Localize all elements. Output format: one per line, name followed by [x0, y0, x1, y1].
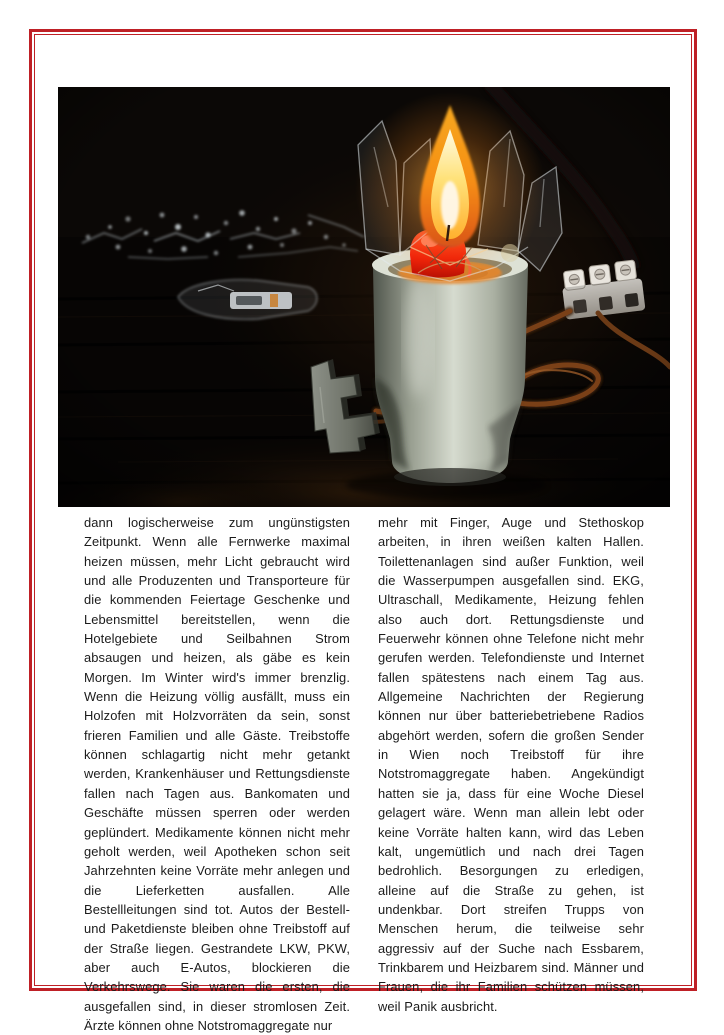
candle-photo-graphic: [58, 87, 670, 507]
article-column-right: mehr mit Finger, Auge und Stethoskop arbeiten, in ihren weißen kalten Hallen. Toilettenanlagen sind außer Funktion, weil die Wasserpumpen ausgefallen sind. EKG, Ultraschall, Medikamente, Heizung fehlen also auch dort. Rettungsdienste und Feuerwehr können ohne Telefone nicht mehr gerufen werden. Telefondienste und Internet fallen spätestens nach einem Tag aus. Allgemeine Nachrichten der Regierung können nur über batteriebetriebene Radios abgehört werden, sofern die großen Sender in Wien noch Treibstoff für ihre Notstromaggregate haben. Angekündigt hatten sie ja, dass für eine Woche Diesel gelagert wäre. Wenn man allein lebt oder keine Vorräte halten kann, wird das Leben kalt, ungemütlich und nach drei Tagen bedrohlich. Besorgungen zu erledigen, alleine auf die Straße zu gehen, ist undenkbar. Dort streifen Trupps von Menschen herum, die teilweise sehr aggressiv auf der Suche nach Essbarem, Trinkbarem und Heizbarem sind. Männer und Frauen, die ihr Familien schützen müssen, weil Panik ausbricht.: [378, 515, 644, 1014]
candle-photo: [58, 87, 670, 507]
photo-vignette: [58, 87, 670, 507]
article-column-left: dann logischerweise zum ungünstigsten Zeitpunkt. Wenn alle Fernwerke maximal heizen müssen, mehr Licht gebraucht wird und alle Produzenten und Transporteure für die kommenden Feiertage Geschenke und Lebensmittel bereitstellen, wenn die Hotelgebiete und Seilbahnen Strom absaugen und heizen, als gäbe es kein Morgen. Im Winter wird's immer brenzlig. Wenn die Heizung völlig ausfällt, muss ein Holzofen mit Holzvorräten da sein, sonst frieren Familien und alle Gäste. Treibstoffe können schlagartig nicht mehr getankt werden, Krankenhäuser und Rettungsdienste fallen nach Tagen aus. Bankomaten und Geschäfte müssen sperren oder werden geplündert. Medikamente können nicht mehr geholt werden, weil Apotheken schon seit Jahrzehnten keine Vorräte mehr anlegen und die Lieferketten ausfallen. Alle Bestellleitungen sind tot. Autos der Bestell- und Paketdienste bleiben ohne Treibstoff auf der Straße liegen. Gestrandete LKW, PKW, aber auch E-Autos, blockieren die Verkehrswege. Sie waren die ersten, die ausgefallen sind, in dieser stromlosen Zeit. Ärzte können ohne Notstromaggregate nur: [84, 515, 350, 1033]
article-body: [84, 513, 644, 1035]
